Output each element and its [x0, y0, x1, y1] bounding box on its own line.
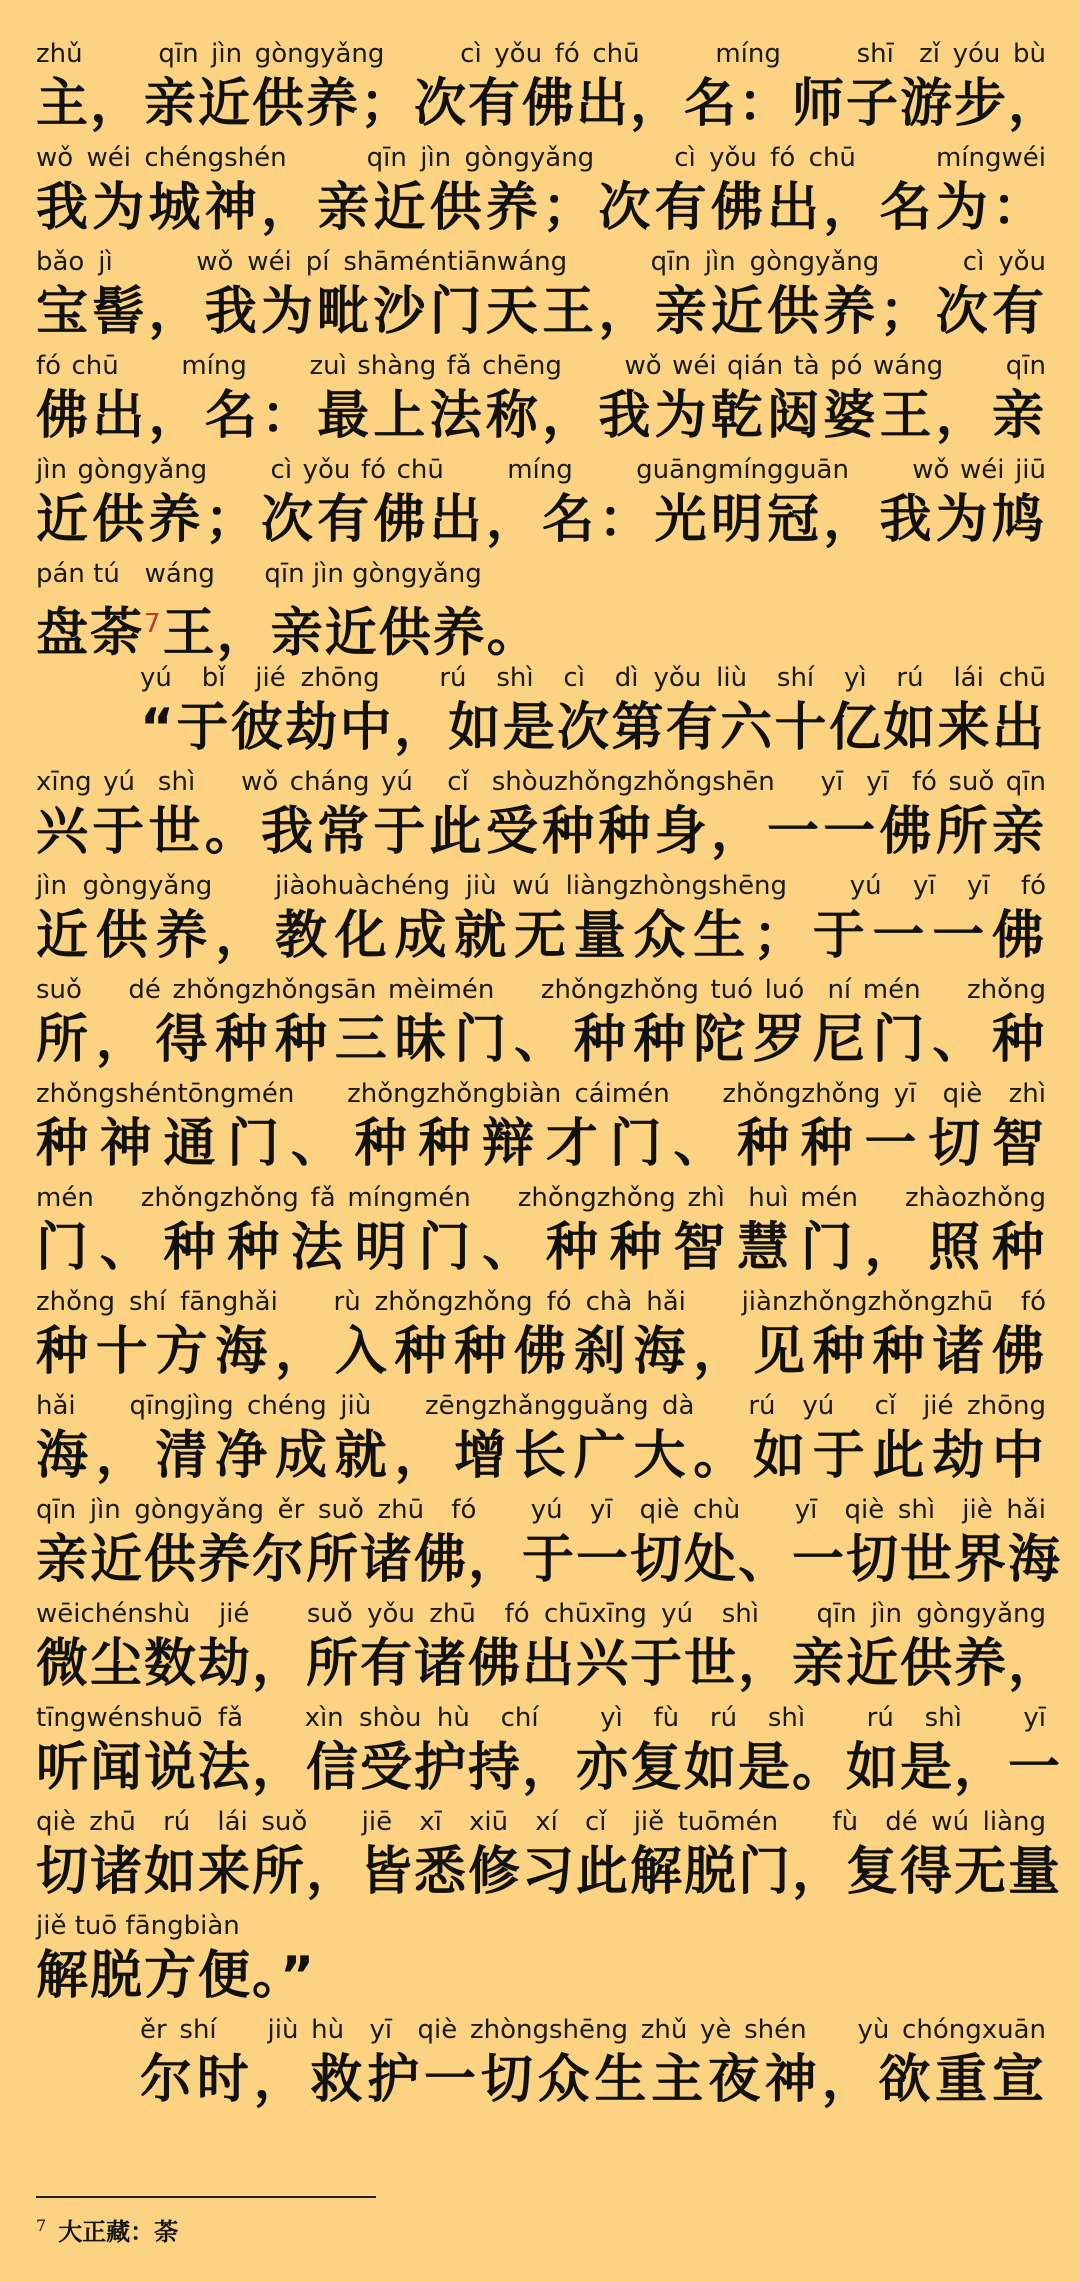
hanzi-line: 佛出，名：最上法称，我为乾闼婆王，亲 — [36, 386, 1046, 446]
text-line-7 — [140, 660, 1046, 764]
footnote-number: 7 — [36, 2216, 47, 2235]
hanzi-line — [36, 592, 1046, 664]
pinyin-line: bǎo jì wǒ wéi pí shāméntiānwáng qīn jìn gòngyǎng cì yǒu — [36, 247, 1046, 277]
pinyin-line: zhǔ qīn jìn gòngyǎng cì yǒu fó chū míng shī zǐ yóu bù — [36, 39, 1046, 69]
pinyin-line: wǒ wéi chéngshén qīn jìn gòngyǎng cì yǒu fó chū míngwéi — [36, 143, 1046, 173]
hanzi-line: 近供养；次有佛出，名：光明冠，我为鸠 — [36, 490, 1046, 550]
pinyin-line: jìn gòngyǎng cì yǒu fó chū míng guāngmíngguān wǒ wéi jiū — [36, 455, 1046, 485]
hanzi-line: 解脱方便。” — [36, 1946, 317, 2006]
hanzi-line: 海，清净成就，增长广大。如于此劫中 — [36, 1426, 1046, 1486]
hanzi-line: “于彼劫中，如是次第有六十亿如来出 — [140, 698, 1046, 758]
pinyin-line: zhǒngshéntōngmén zhǒngzhǒngbiàn cáimén zhǒngzhǒng yī qiè zhì — [36, 1079, 1046, 1109]
text-line-18 — [36, 1804, 1063, 1908]
text-line-13 — [36, 1284, 1046, 1388]
text-line-15 — [36, 1492, 1063, 1596]
text-line-19 — [36, 1908, 1046, 2012]
hanzi-line: 近供养，教化成就无量众生；于一一佛 — [36, 906, 1046, 966]
pinyin-line: qiè zhū rú lái suǒ jiē xī xiū xí cǐ jiě tuōmén fù dé wú liàng — [36, 1807, 1046, 1837]
text-line-3 — [36, 244, 1046, 348]
pinyin-line: pán tú wáng qīn jìn gòngyǎng — [36, 559, 482, 589]
text-line-12 — [36, 1180, 1046, 1284]
text-line-11 — [36, 1076, 1046, 1180]
text-line-17 — [36, 1700, 1063, 1804]
pinyin-line: hǎi qīngjìng chéng jiù zēngzhǎngguǎng dà rú yú cǐ jié zhōng — [36, 1391, 1046, 1421]
hanzi-line: 微尘数劫，所有诸佛出兴于世，亲近供养， — [36, 1634, 1063, 1694]
hanzi-line: 所，得种种三昧门、种种陀罗尼门、种 — [36, 1010, 1046, 1070]
footnote — [36, 2212, 178, 2247]
text-line-4 — [36, 348, 1046, 452]
hanzi-line: 种十方海，入种种佛刹海，见种种诸佛 — [36, 1322, 1046, 1382]
pinyin-line: mén zhǒngzhǒng fǎ míngmén zhǒngzhǒng zhì huì mén zhàozhǒng — [36, 1183, 1046, 1213]
hanzi-line: 门、种种法明门、种种智慧门，照种 — [36, 1218, 1046, 1278]
hanzi-line: 切诸如来所，皆悉修习此解脱门，复得无量 — [36, 1842, 1063, 1902]
pinyin-line: suǒ dé zhǒngzhǒngsān mèimén zhǒngzhǒng tuó luó ní mén zhǒng — [36, 975, 1046, 1005]
pinyin-line: zhǒng shí fānghǎi rù zhǒngzhǒng fó chà hǎi jiànzhǒngzhǒngzhū fó — [36, 1287, 1046, 1317]
text-line-6 — [36, 556, 1046, 664]
text-line-5 — [36, 452, 1046, 556]
pinyin-line: jìn gòngyǎng jiàohuàchéng jiù wú liàngzhòngshēng yú yī yī fó — [36, 871, 1046, 901]
hanzi-segment: 盘荼 — [36, 603, 145, 664]
pinyin-line: jiě tuō fāngbiàn — [36, 1911, 240, 1941]
text-line-16 — [36, 1596, 1063, 1700]
footnote-reference[interactable]: 7 — [144, 609, 163, 639]
text-line-10 — [36, 972, 1046, 1076]
pinyin-line: fó chū míng zuì shàng fǎ chēng wǒ wéi qián tà pó wáng qīn — [36, 351, 1046, 381]
hanzi-segment: 王，亲近供养。 — [162, 603, 541, 664]
text-line-8 — [36, 764, 1046, 868]
text-line-20 — [140, 2012, 1046, 2116]
hanzi-line: 尔时，救护一切众生主夜神，欲重宣 — [140, 2050, 1046, 2110]
footnote-divider — [36, 2196, 376, 2198]
footnote-text: 大正藏：荼 — [58, 2217, 179, 2246]
text-line-2 — [36, 140, 1046, 244]
hanzi-line: 兴于世。我常于此受种种身，一一佛所亲 — [36, 802, 1046, 862]
text-line-14 — [36, 1388, 1046, 1492]
pinyin-line: ěr shí jiù hù yī qiè zhòngshēng zhǔ yè shén yù chóngxuān — [140, 2015, 1046, 2045]
hanzi-line: 宝髻，我为毗沙门天王，亲近供养；次有 — [36, 282, 1046, 342]
text-line-1 — [36, 36, 1063, 140]
hanzi-line: 我为城神，亲近供养；次有佛出，名为： — [36, 178, 1046, 238]
pinyin-line: yú bǐ jié zhōng rú shì cì dì yǒu liù shí yì rú lái chū — [140, 663, 1046, 693]
hanzi-line: 亲近供养尔所诸佛，于一切处、一切世界海 — [36, 1530, 1063, 1590]
hanzi-line: 听闻说法，信受护持，亦复如是。如是，一 — [36, 1738, 1063, 1798]
hanzi-line: 主，亲近供养；次有佛出，名：师子游步， — [36, 74, 1063, 134]
pinyin-line: wēichénshù jié suǒ yǒu zhū fó chūxīng yú shì qīn jìn gòngyǎng — [36, 1599, 1046, 1629]
pinyin-line: qīn jìn gòngyǎng ěr suǒ zhū fó yú yī qiè chù yī qiè shì jiè hǎi — [36, 1495, 1046, 1525]
hanzi-line: 种神通门、种种辩才门、种种一切智 — [36, 1114, 1046, 1174]
pinyin-line: xīng yú shì wǒ cháng yú cǐ shòuzhǒngzhǒngshēn yī yī fó suǒ qīn — [36, 767, 1046, 797]
pinyin-line: tīngwénshuō fǎ xìn shòu hù chí yì fù rú shì rú shì yī — [36, 1703, 1046, 1733]
text-line-9 — [36, 868, 1046, 972]
